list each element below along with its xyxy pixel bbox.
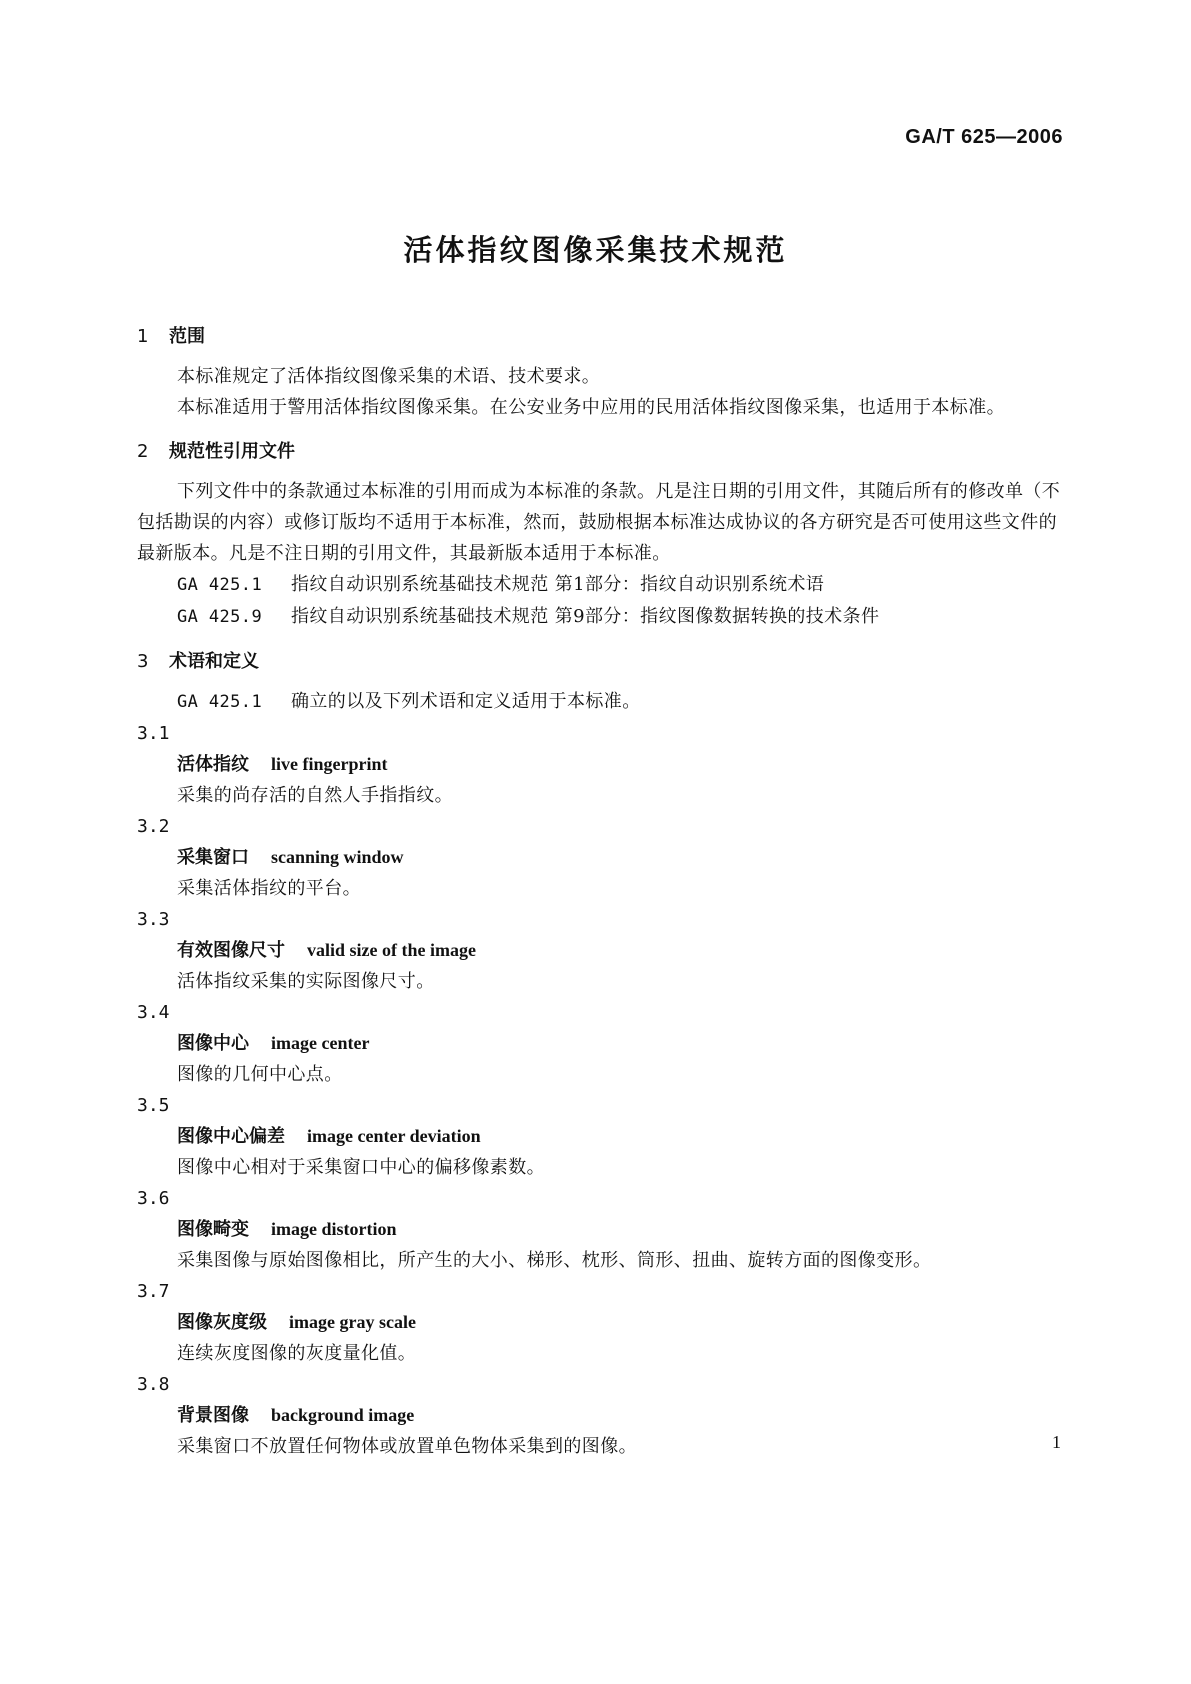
reference-title: 指纹自动识别系统基础技术规范 第9部分：指纹图像数据转换的技术条件	[291, 606, 880, 627]
term-number: 3.2	[137, 816, 170, 837]
reference-item	[137, 569, 1065, 601]
reference-code: GA 425.9	[177, 607, 263, 627]
term-number: 3.4	[137, 1002, 170, 1023]
section-number: 1	[137, 326, 149, 347]
document-title: 活体指纹图像采集技术规范	[403, 233, 788, 267]
term-name	[137, 1121, 1065, 1152]
standard-code: GA/T 625—2006	[905, 126, 1063, 148]
section-title: 范围	[169, 326, 205, 347]
term-zh: 图像畸变	[177, 1219, 249, 1240]
section-title: 规范性引用文件	[169, 441, 295, 462]
section-number: 2	[137, 441, 149, 462]
section-2-heading	[137, 437, 1065, 467]
intro-text: 确立的以及下列术语和定义适用于本标准。	[291, 691, 641, 712]
term-definition: 采集的尚存活的自然人手指指纹。	[177, 785, 453, 806]
term-zh: 采集窗口	[177, 847, 249, 868]
term-en: image center deviation	[307, 1126, 481, 1146]
term-zh: 图像中心偏差	[177, 1126, 285, 1147]
term-name	[137, 1028, 1065, 1059]
section-3-heading	[137, 647, 1065, 677]
section-title: 术语和定义	[169, 651, 259, 672]
term-en: image center	[271, 1033, 370, 1053]
reference-item	[137, 601, 1065, 633]
term-en: live fingerprint	[271, 754, 388, 774]
reference-code: GA 425.1	[177, 575, 263, 595]
paragraph: 本标准规定了活体指纹图像采集的术语、技术要求。	[177, 366, 601, 387]
term-en: background image	[271, 1405, 415, 1425]
term-name	[137, 749, 1065, 780]
page-number: 1	[1052, 1432, 1061, 1452]
term-number: 3.1	[137, 723, 170, 744]
term-zh: 图像中心	[177, 1033, 249, 1054]
term-definition: 采集图像与原始图像相比，所产生的大小、梯形、枕形、筒形、扭曲、旋转方面的图像变形。	[177, 1250, 932, 1271]
term-definition: 图像中心相对于采集窗口中心的偏移像素数。	[177, 1157, 545, 1178]
term-name	[137, 1307, 1065, 1338]
term-zh: 图像灰度级	[177, 1312, 267, 1333]
term-number: 3.3	[137, 909, 170, 930]
term-definition: 活体指纹采集的实际图像尺寸。	[177, 971, 435, 992]
term-definition: 图像的几何中心点。	[177, 1064, 343, 1085]
term-number: 3.7	[137, 1281, 170, 1302]
term-definition: 采集窗口不放置任何物体或放置单色物体采集到的图像。	[177, 1436, 637, 1457]
term-name	[137, 842, 1065, 873]
terms-intro	[137, 686, 1065, 718]
term-number: 3.6	[137, 1188, 170, 1209]
document-body	[137, 322, 1065, 1462]
term-name	[137, 935, 1065, 966]
term-zh: 有效图像尺寸	[177, 940, 285, 961]
reference-code: GA 425.1	[177, 692, 263, 712]
term-en: scanning window	[271, 847, 404, 867]
paragraph: 本标准适用于警用活体指纹图像采集。在公安业务中应用的民用活体指纹图像采集，也适用于本标准。	[177, 397, 1005, 418]
reference-title: 指纹自动识别系统基础技术规范 第1部分：指纹自动识别系统术语	[291, 574, 825, 595]
term-en: image distortion	[271, 1219, 397, 1239]
term-name	[137, 1400, 1065, 1431]
term-name	[137, 1214, 1065, 1245]
term-zh: 背景图像	[177, 1405, 249, 1426]
section-number: 3	[137, 651, 149, 672]
term-en: valid size of the image	[307, 940, 476, 960]
section-1-heading	[137, 322, 1065, 352]
term-number: 3.5	[137, 1095, 170, 1116]
term-number: 3.8	[137, 1374, 170, 1395]
term-definition: 采集活体指纹的平台。	[177, 878, 361, 899]
term-zh: 活体指纹	[177, 754, 249, 775]
term-definition: 连续灰度图像的灰度量化值。	[177, 1343, 417, 1364]
term-en: image gray scale	[289, 1312, 416, 1332]
paragraph: 下列文件中的条款通过本标准的引用而成为本标准的条款。凡是注日期的引用文件，其随后所有的修改单（不包括勘误的内容）或修订版均不适用于本标准，然而，鼓励根据本标准达成协议的各方研究是否可使用这些文件的最新版本。凡是不注日期的引用文件，其最新版本适用于本标准。	[137, 481, 1061, 564]
